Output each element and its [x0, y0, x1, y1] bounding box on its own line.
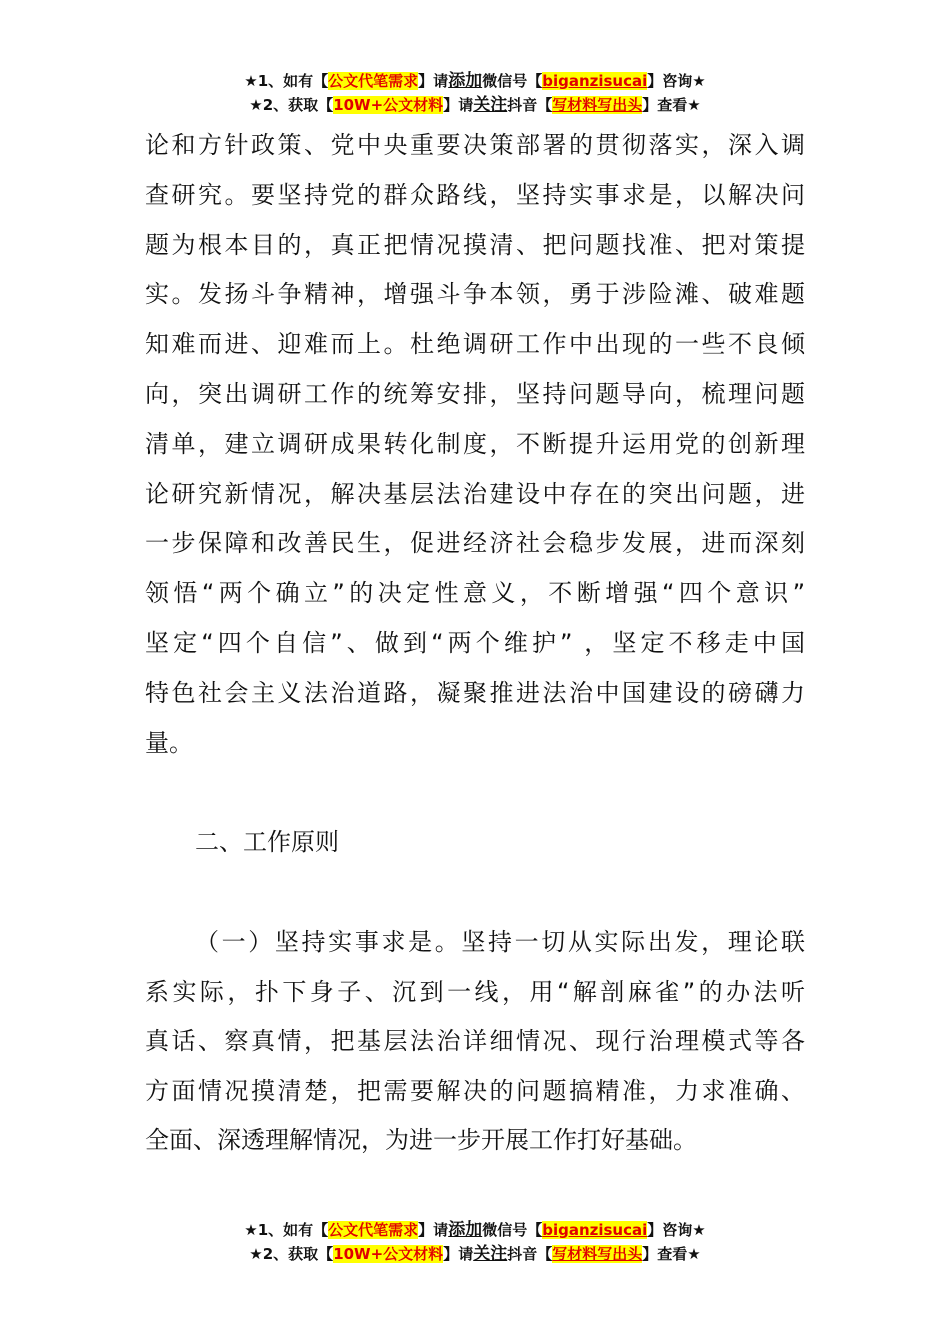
banner-text: 关注 [473, 1244, 508, 1264]
banner-text: 微信号【 [482, 72, 543, 90]
text-line: 领悟“两个确立”的决定性意义，不断增强“四个意识” [145, 579, 805, 608]
banner-wechat-id: biganzisucai [542, 72, 648, 90]
banner-text: 】咨询★ [647, 1221, 706, 1239]
banner-text: ★1、如有【 [244, 72, 329, 90]
header-banner-line-2 [0, 94, 950, 116]
banner-highlight: 公文代笔需求 [328, 1221, 419, 1239]
text-line: 查研究。要坚持党的群众路线，坚持实事求是，以解决问 [145, 180, 805, 209]
banner-text: 】咨询★ [647, 72, 706, 90]
text-line: 论研究新情况，解决基层法治建设中存在的突出问题，进 [145, 479, 805, 508]
banner-highlight: 10W+公文材料 [333, 96, 444, 114]
banner-text: 抖音【 [507, 1245, 553, 1263]
text-line: 知难而进、迎难而上。杜绝调研工作中出现的一些不良倾 [145, 330, 805, 359]
text-line: 清单，建立调研成果转化制度，不断提升运用党的创新理 [145, 429, 805, 458]
banner-text: ★2、获取【 [249, 96, 334, 114]
text-line: 全面、深透理解情况，为进一步开展工作打好基础。 [145, 1126, 697, 1154]
text-line: 系实际，扑下身子、沉到一线，用“解剖麻雀”的办法听 [145, 977, 805, 1006]
text-line: 论和方针政策、党中央重要决策部署的贯彻落实，深入调 [145, 131, 805, 159]
banner-text: 关注 [473, 95, 508, 115]
banner-wechat-id: biganzisucai [542, 1221, 648, 1239]
banner-text: 】请 [418, 72, 449, 90]
text-line: 量。 [145, 728, 193, 757]
text-line: 实。发扬斗争精神，增强斗争本领，勇于涉险滩、破难题 [145, 280, 805, 309]
banner-text: 添加 [448, 1220, 483, 1240]
banner-text: 微信号【 [482, 1221, 543, 1239]
footer-banner-line-2 [0, 1243, 950, 1265]
footer-banner-line-1 [0, 1219, 950, 1241]
section-heading: 二、工作原则 [195, 828, 339, 856]
banner-douyin-id: 写材料写出头 [552, 1245, 643, 1263]
text-line: 真话、察真情，把基层法治详细情况、现行治理模式等各 [145, 1027, 805, 1055]
banner-text: 】查看★ [642, 96, 701, 114]
banner-text: 】请 [418, 1221, 449, 1239]
banner-highlight: 公文代笔需求 [328, 72, 419, 90]
banner-highlight: 10W+公文材料 [333, 1245, 444, 1263]
banner-text: 】请 [443, 1245, 474, 1263]
banner-text: 抖音【 [507, 96, 553, 114]
header-banner-line-1 [0, 70, 950, 92]
text-line: 坚定“四个自信”、做到“两个维护” ，坚定不移走中国 [145, 629, 805, 657]
banner-text: 添加 [448, 71, 483, 91]
banner-text: 】请 [443, 96, 474, 114]
text-line: 向，突出调研工作的统筹安排，坚持问题导向，梳理问题 [145, 380, 805, 408]
text-line: 一步保障和改善民生，促进经济社会稳步发展，进而深刻 [145, 529, 805, 558]
banner-douyin-id: 写材料写出头 [552, 96, 643, 114]
text-line: 题为根本目的，真正把情况摸清、把问题找准、把对策提 [145, 230, 805, 259]
text-line: （一）坚持实事求是。坚持一切从实际出发，理论联 [195, 928, 805, 956]
text-line: 方面情况摸清楚，把需要解决的问题搞精准，力求准确、 [145, 1076, 805, 1105]
text-line: 特色社会主义法治道路，凝聚推进法治中国建设的磅礴力 [145, 678, 805, 707]
banner-text: ★2、获取【 [249, 1245, 334, 1263]
banner-text: 】查看★ [642, 1245, 701, 1263]
banner-text: ★1、如有【 [244, 1221, 329, 1239]
